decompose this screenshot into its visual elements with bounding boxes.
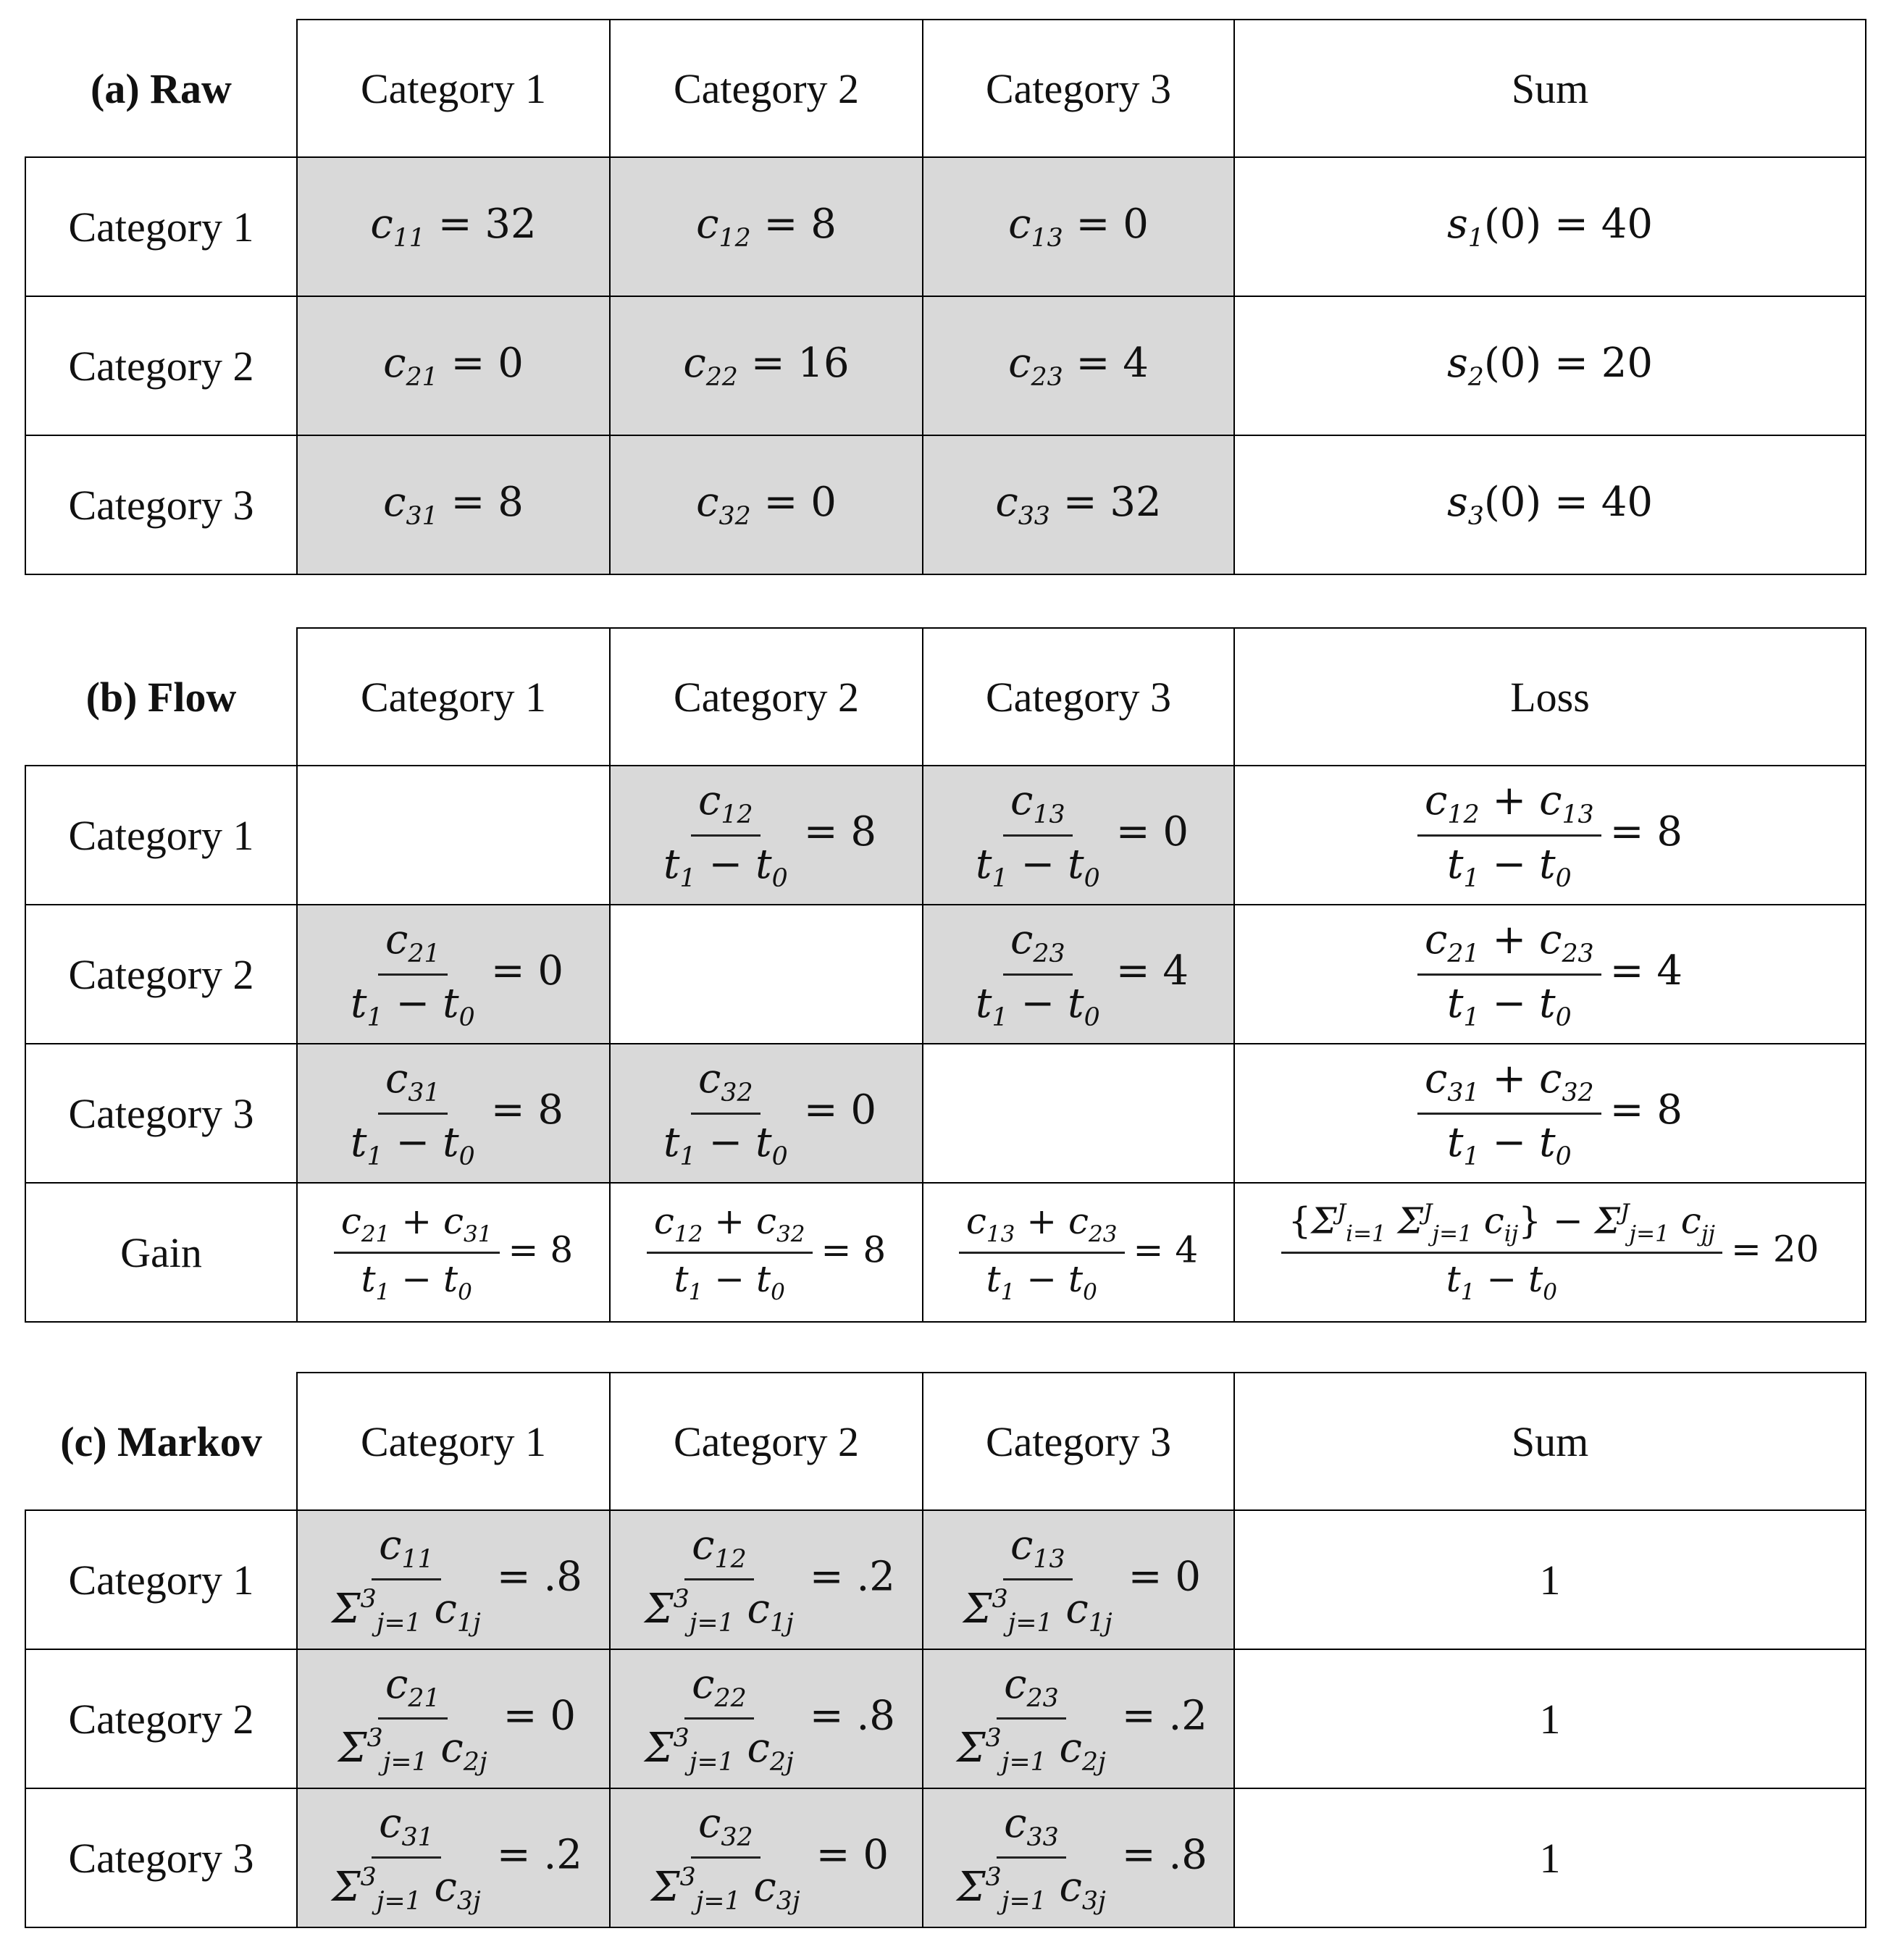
- markov-table: [26, 1373, 1868, 1928]
- raw-table: [26, 20, 1868, 575]
- markov-row-label: Category 2: [25, 1649, 298, 1789]
- raw-cell: $c_{33} = 32$: [922, 435, 1235, 575]
- markov-cell: $\frac{c_{21}}{\Sigma^3_{j=1} c_{2j}}$ = 0: [296, 1649, 611, 1789]
- flow-gain-cell: $\frac{c_{13} + c_{23}}{t_1 - t_0}$ = 4: [922, 1182, 1235, 1323]
- flow-loss-cell: $\frac{c_{12} + c_{13}}{t_1 - t_0}$ = 8: [1233, 765, 1866, 905]
- raw-row: [26, 436, 1868, 575]
- flow-cell: $\frac{c_{12}}{t_1 - t_0}$ = 8: [609, 765, 923, 905]
- markov-cell: $\frac{c_{11}}{\Sigma^3_{j=1} c_{1j}}$ = .8: [296, 1509, 611, 1650]
- flow-cell: $\frac{c_{31}}{t_1 - t_0}$ = 8: [296, 1043, 611, 1184]
- flow-table: [26, 629, 1868, 1323]
- flow-row-label: Category 3: [25, 1043, 298, 1184]
- markov-cell: $\frac{c_{33}}{\Sigma^3_{j=1} c_{3j}}$ = .8: [922, 1788, 1235, 1928]
- markov-row-label: Category 3: [25, 1788, 298, 1928]
- flow-row-label: Gain: [25, 1182, 298, 1323]
- raw-header-row: [26, 20, 1868, 158]
- raw-cell: $c_{22} = 16$: [609, 296, 923, 436]
- markov-cell: $\frac{c_{23}}{\Sigma^3_{j=1} c_{2j}}$ = .2: [922, 1649, 1235, 1789]
- markov-corner-label: (c) Markov: [25, 1372, 298, 1511]
- markov-col-header: Sum: [1233, 1372, 1866, 1511]
- flow-col-header: Category 2: [609, 627, 923, 766]
- raw-col-header: Category 2: [609, 19, 923, 158]
- raw-corner-label: (a) Raw: [25, 19, 298, 158]
- flow-col-header: Loss: [1233, 627, 1866, 766]
- flow-cell: $\frac{c_{13}}{t_1 - t_0}$ = 0: [922, 765, 1235, 905]
- flow-empty-cell: [922, 1043, 1235, 1184]
- markov-row: [26, 1650, 1868, 1789]
- flow-row: [26, 905, 1868, 1044]
- flow-row: [26, 1044, 1868, 1184]
- flow-col-header: Category 3: [922, 627, 1235, 766]
- markov-sum-cell: 1: [1233, 1509, 1866, 1650]
- flow-loss-cell: $\frac{c_{21} + c_{23}}{t_1 - t_0}$ = 4: [1233, 904, 1866, 1044]
- raw-sum-cell: $s_3(0) = 40$: [1233, 435, 1866, 575]
- flow-row-label: Category 1: [25, 765, 298, 905]
- markov-row: [26, 1789, 1868, 1928]
- markov-row: [26, 1511, 1868, 1650]
- flow-empty-cell: [296, 765, 611, 905]
- raw-row-label: Category 2: [25, 296, 298, 436]
- flow-header-row: [26, 629, 1868, 766]
- flow-cell: $\frac{c_{21}}{t_1 - t_0}$ = 0: [296, 904, 611, 1044]
- markov-header-row: [26, 1373, 1868, 1511]
- markov-cell: $\frac{c_{13}}{\Sigma^3_{j=1} c_{1j}}$ = 0: [922, 1509, 1235, 1650]
- raw-sum-cell: $s_2(0) = 20$: [1233, 296, 1866, 436]
- markov-col-header: Category 1: [296, 1372, 611, 1511]
- raw-row: [26, 297, 1868, 436]
- flow-cell: $\frac{c_{32}}{t_1 - t_0}$ = 0: [609, 1043, 923, 1184]
- raw-cell: $c_{12} = 8$: [609, 156, 923, 297]
- raw-sum-cell: $s_1(0) = 40$: [1233, 156, 1866, 297]
- flow-col-header: Category 1: [296, 627, 611, 766]
- flow-cell: $\frac{c_{23}}{t_1 - t_0}$ = 4: [922, 904, 1235, 1044]
- raw-cell: $c_{32} = 0$: [609, 435, 923, 575]
- flow-row: [26, 766, 1868, 905]
- markov-sum-cell: 1: [1233, 1649, 1866, 1789]
- raw-col-header: Category 3: [922, 19, 1235, 158]
- flow-loss-cell: $\frac{c_{31} + c_{32}}{t_1 - t_0}$ = 8: [1233, 1043, 1866, 1184]
- raw-row: [26, 158, 1868, 297]
- raw-cell: $c_{21} = 0$: [296, 296, 611, 436]
- raw-cell: $c_{13} = 0$: [922, 156, 1235, 297]
- markov-row-label: Category 1: [25, 1509, 298, 1650]
- flow-empty-cell: [609, 904, 923, 1044]
- markov-cell: $\frac{c_{12}}{\Sigma^3_{j=1} c_{1j}}$ = .2: [609, 1509, 923, 1650]
- flow-row-label: Category 2: [25, 904, 298, 1044]
- raw-col-header: Sum: [1233, 19, 1866, 158]
- flow-gain-row: [26, 1184, 1868, 1323]
- markov-col-header: Category 2: [609, 1372, 923, 1511]
- markov-col-header: Category 3: [922, 1372, 1235, 1511]
- flow-gain-cell: $\frac{c_{12} + c_{32}}{t_1 - t_0}$ = 8: [609, 1182, 923, 1323]
- raw-cell: $c_{11} = 32$: [296, 156, 611, 297]
- markov-cell: $\frac{c_{31}}{\Sigma^3_{j=1} c_{3j}}$ = .2: [296, 1788, 611, 1928]
- flow-total-cell: $\frac{\{\Sigma^J_{i=1} \Sigma^J_{j=1} c_{ij}\} - \Sigma^J_{j=1} c_{jj}}{t_1 - t_0}$ = 20: [1233, 1182, 1866, 1323]
- markov-cell: $\frac{c_{22}}{\Sigma^3_{j=1} c_{2j}}$ = .8: [609, 1649, 923, 1789]
- raw-col-header: Category 1: [296, 19, 611, 158]
- raw-row-label: Category 3: [25, 435, 298, 575]
- markov-sum-cell: 1: [1233, 1788, 1866, 1928]
- raw-cell: $c_{31} = 8$: [296, 435, 611, 575]
- raw-row-label: Category 1: [25, 156, 298, 297]
- raw-cell: $c_{23} = 4$: [922, 296, 1235, 436]
- flow-gain-cell: $\frac{c_{21} + c_{31}}{t_1 - t_0}$ = 8: [296, 1182, 611, 1323]
- flow-corner-label: (b) Flow: [25, 627, 298, 766]
- markov-cell: $\frac{c_{32}}{\Sigma^3_{j=1} c_{3j}}$ = 0: [609, 1788, 923, 1928]
